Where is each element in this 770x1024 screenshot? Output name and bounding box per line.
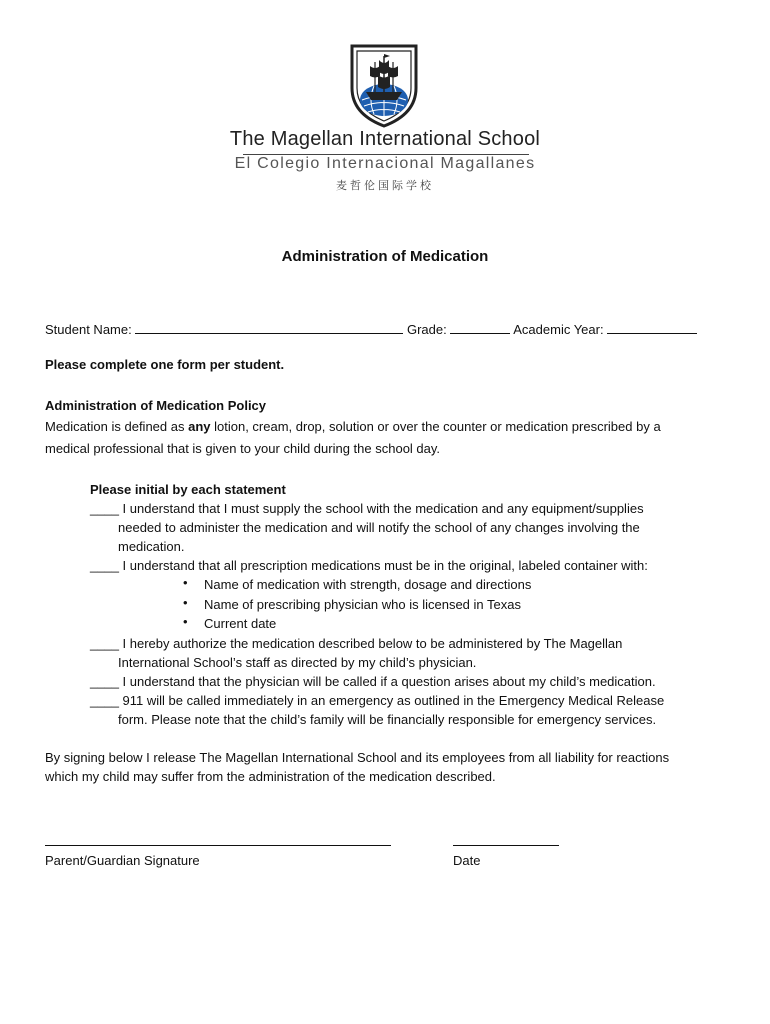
policy-text-end: lotion, cream, drop, solution or over the counter or medication prescribed by a: [210, 419, 661, 434]
student-name-field[interactable]: [135, 321, 403, 334]
statement-1-line-3: medication.: [118, 539, 185, 554]
statement-2-text: I understand that all prescription medications must be in the original, labeled container with:: [118, 558, 648, 573]
date-line[interactable]: [453, 845, 559, 846]
release-paragraph-line-1: By signing below I release The Magellan International School and its employees from all liability for reactions: [45, 750, 670, 765]
initial-blank-4[interactable]: ____: [90, 674, 119, 689]
policy-text-start: Medication is defined as: [45, 419, 189, 434]
container-requirement-3: Current date: [204, 616, 277, 631]
instruction-text: Please complete one form per student.: [45, 357, 285, 372]
school-crest-icon: [348, 42, 420, 128]
school-name-chinese: 麦哲伦国际学校: [336, 180, 434, 192]
grade-label: Grade:: [406, 322, 447, 337]
statement-4-text: I understand that the physician will be called if a question arises about my child’s medication.: [118, 674, 656, 689]
statement-3-text: I hereby authorize the medication described below to be administered by The Magellan: [118, 636, 623, 651]
statements-heading: Please initial by each statement: [90, 482, 286, 497]
initial-blank-1[interactable]: ____: [90, 501, 119, 516]
bullet-icon: •: [183, 595, 188, 610]
initial-blank-5[interactable]: ____: [90, 693, 119, 708]
student-info-row: [45, 320, 697, 339]
statement-5-text: 911 will be called immediately in an emergency as outlined in the Emergency Medical Release: [118, 693, 665, 708]
school-name-spanish: El Colegio Internacional Magallanes: [234, 155, 536, 172]
statement-1-line-1: [90, 499, 644, 518]
statement-5-line-2: form. Please note that the child’s family will be financially responsible for emergency services.: [118, 712, 657, 727]
policy-emphasis: any: [188, 419, 211, 434]
bullet-icon: •: [183, 614, 188, 629]
statement-5-line-1: [90, 691, 664, 710]
academic-year-label: Academic Year:: [513, 322, 604, 337]
student-name-label: Student Name:: [45, 322, 132, 337]
grade-field[interactable]: [450, 321, 510, 334]
school-name-english: The Magellan International School: [229, 128, 541, 150]
academic-year-field[interactable]: [607, 321, 697, 334]
form-title: Administration of Medication: [281, 248, 489, 265]
statement-3-line-2: International School’s staff as directed by my child’s physician.: [118, 655, 477, 670]
policy-paragraph-line-2: medical professional that is given to your child during the school day.: [45, 441, 441, 456]
initial-blank-3[interactable]: ____: [90, 636, 119, 651]
release-paragraph-line-2: which my child may suffer from the administration of the medication described.: [45, 769, 496, 784]
statement-2-line-1: [90, 556, 648, 575]
statement-1-text: I understand that I must supply the school with the medication and any equipment/supplies: [118, 501, 644, 516]
policy-heading: Administration of Medication Policy: [45, 398, 267, 413]
statement-1-line-2: needed to administer the medication and will notify the school of any changes involving the: [118, 520, 640, 535]
statement-3-line-1: [90, 634, 622, 653]
parent-signature-line[interactable]: [45, 845, 391, 846]
parent-signature-label: Parent/Guardian Signature: [45, 853, 200, 868]
date-label: Date: [453, 853, 481, 868]
initial-blank-2[interactable]: ____: [90, 558, 119, 573]
policy-paragraph-line-1: [45, 417, 661, 436]
container-requirement-2: Name of prescribing physician who is licensed in Texas: [204, 597, 521, 612]
statement-4-line-1: [90, 672, 656, 691]
container-requirement-1: Name of medication with strength, dosage and directions: [204, 577, 532, 592]
bullet-icon: •: [183, 575, 188, 590]
